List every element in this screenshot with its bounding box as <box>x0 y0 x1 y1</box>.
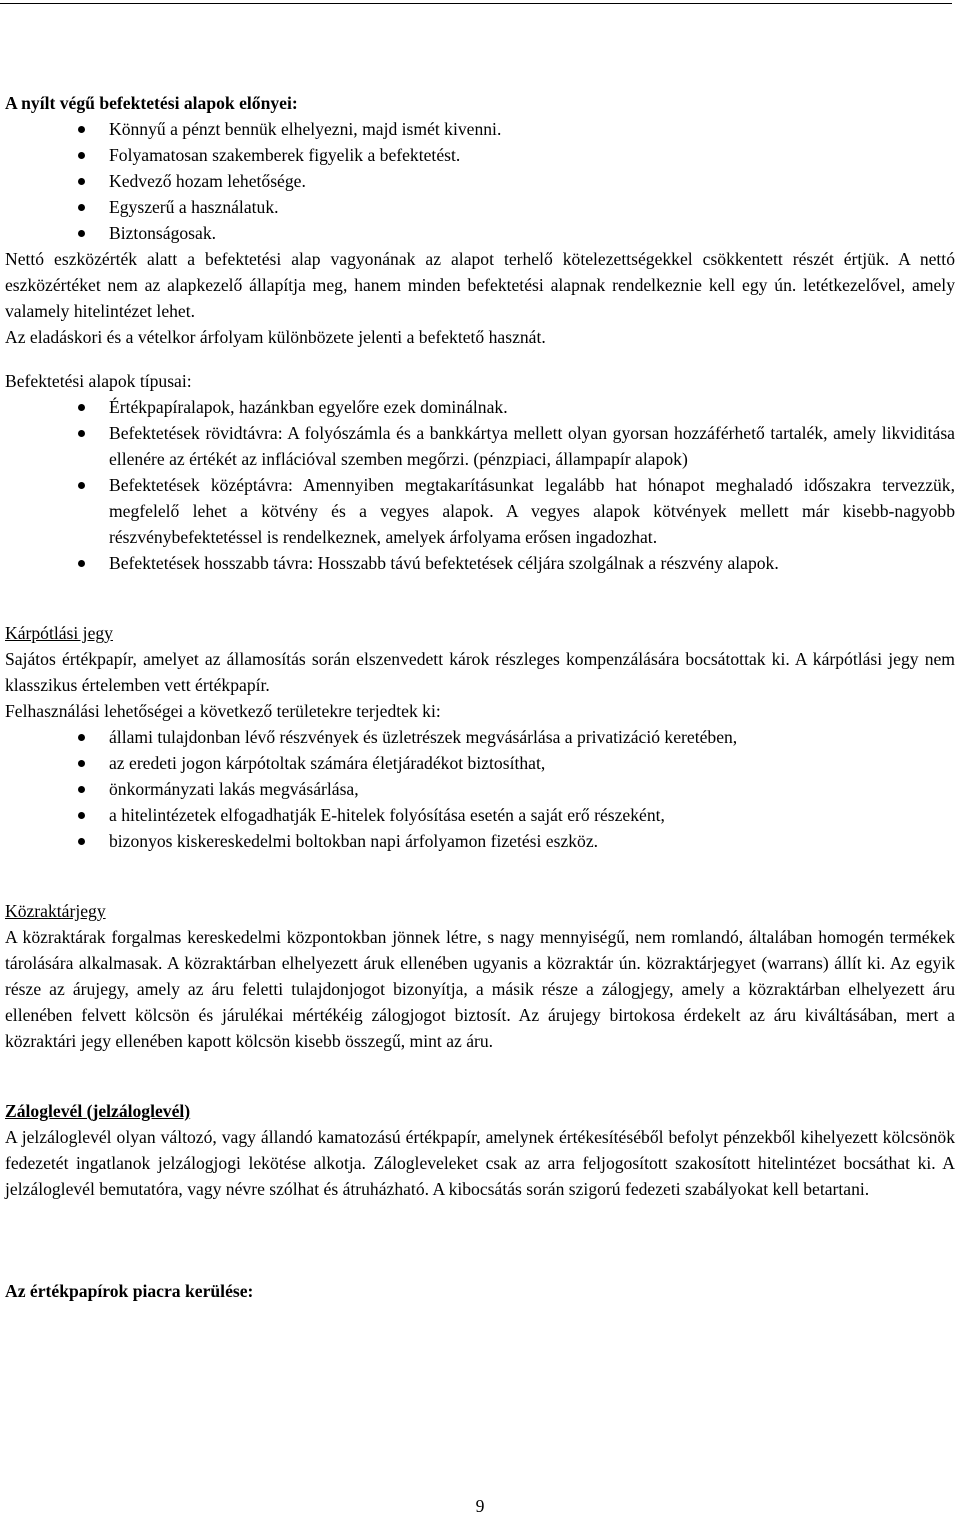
list-item: bizonyos kiskereskedelmi boltokban napi árfolyamon fizetési eszköz. <box>5 828 955 854</box>
profit-paragraph: Az eladáskori és a vételkor árfolyam különbözete jelenti a befektető hasznát. <box>5 327 546 347</box>
list-item: Befektetések középtávra: Amennyiben megtakarításunkat legalább hat hónapot meghaladó időszakra tervezzük, megfelelő lehet a kötvény és a vegyes alapok. A vegyes alapok kötvények mellett már kisebb-nagyobb részvénybefektetéssel is rendelkeznek, amelyek árfolyama erősen ingadozhat. <box>5 472 955 550</box>
list-item: Biztonságosak. <box>5 220 955 246</box>
list-item: Befektetések rövidtávra: A folyószámla és a bankkártya mellett olyan gyorsan hozzáférhető tartalék, amely likviditása ellenére az értékét az inflációval szemben megőrzi. (pénzpiaci, állampapír alapok) <box>5 420 955 472</box>
list-item: Egyszerű a használatuk. <box>5 194 955 220</box>
section-heading-open-end-funds: A nyílt végű befektetési alapok előnyei: <box>5 93 298 113</box>
fund-types-list <box>5 394 955 576</box>
list-item: az eredeti jogon kárpótoltak számára életjáradékot biztosíthat, <box>5 750 955 776</box>
list-item: Könnyű a pénzt bennük elhelyezni, majd ismét kivenni. <box>5 116 955 142</box>
warehouse-receipt-paragraph: A közraktárak forgalmas kereskedelmi központokban jönnek létre, s nagy mennyiségű, nem romlandó, általában homogén termékek tárolására alkalmasak. A közraktárban elhelyezett áruk ellenében ugyanis a közraktár ún. közraktárjegyet (warrans) állít ki. Az egyik része az árujegy, amely az áru feletti tulajdonjogot bizonyítja, a másik része a zálogjegy, amely a közraktárban elhelyezett áru ellenében felvett kölcsön és járulékai mértékéig zálogjogot biztosít. Az árujegy birtokosa érdekelt az áru kiváltásában, mert a közraktári jegy ellenében kapott kölcsön kisebb összegű, mint az áru. <box>5 927 955 1051</box>
section-heading-warehouse-receipt: Közraktárjegy <box>5 901 106 921</box>
list-item: Értékpapíralapok, hazánkban egyelőre ezek dominálnak. <box>5 394 955 420</box>
list-item: állami tulajdonban lévő részvények és üzletrészek megvásárlása a privatizáció keretében, <box>5 724 955 750</box>
usage-list <box>5 724 955 854</box>
page-number: 9 <box>475 1496 485 1516</box>
usage-intro-paragraph: Felhasználási lehetőségei a következő területekre terjedtek ki: <box>5 701 441 721</box>
mortgage-bond-paragraph: A jelzáloglevél olyan változó, vagy állandó kamatozású értékpapír, amelynek értékesítéséből befolyt pénzekből kihelyezett kölcsönök fedezetét ingatlanok jelzálogjogi lekötése alkotja. Zálogleveleket csak az arra feljogosított szakosított hitelintézet bocsáthat ki. A jelzáloglevél bemutatóra, vagy névre szólhat és átruházható. A kibocsátás során szigorú fedezeti szabályokat kell betartani. <box>5 1127 955 1199</box>
net-asset-value-paragraph: Nettó eszközérték alatt a befektetési alap vagyonának az alapot terhelő kötelezettségekkel csökkentett részét értjük. A nettó eszközértéket nem az alapkezelő állapítja meg, hanem minden befektetési alapnak rendelkeznie kell egy ún. letétkezelővel, amely valamely hitelintézet lehet. <box>5 249 955 321</box>
list-item: Folyamatosan szakemberek figyelik a befektetést. <box>5 142 955 168</box>
list-item: önkormányzati lakás megvásárlása, <box>5 776 955 802</box>
section-heading-compensation-ticket: Kárpótlási jegy <box>5 623 113 643</box>
section-heading-mortgage-bond: Záloglevél (jelzáloglevél) <box>5 1101 191 1121</box>
document-page <box>5 90 955 1304</box>
advantages-list <box>5 116 955 246</box>
list-item: Kedvező hozam lehetősége. <box>5 168 955 194</box>
section-heading-fund-types: Befektetési alapok típusai: <box>5 371 192 391</box>
list-item: Befektetések hosszabb távra: Hosszabb távú befektetések céljára szolgálnak a részvény alapok. <box>5 550 955 576</box>
compensation-ticket-paragraph: Sajátos értékpapír, amelyet az államosítás során elszenvedett károk részleges kompenzálására bocsátottak ki. A kárpótlási jegy nem klasszikus értelemben vett értékpapír. <box>5 649 955 695</box>
section-heading-securities-market-entry: Az értékpapírok piacra kerülése: <box>5 1281 254 1301</box>
header-rule <box>0 3 952 4</box>
list-item: a hitelintézetek elfogadhatják E-hitelek folyósítása esetén a saját erő részeként, <box>5 802 955 828</box>
